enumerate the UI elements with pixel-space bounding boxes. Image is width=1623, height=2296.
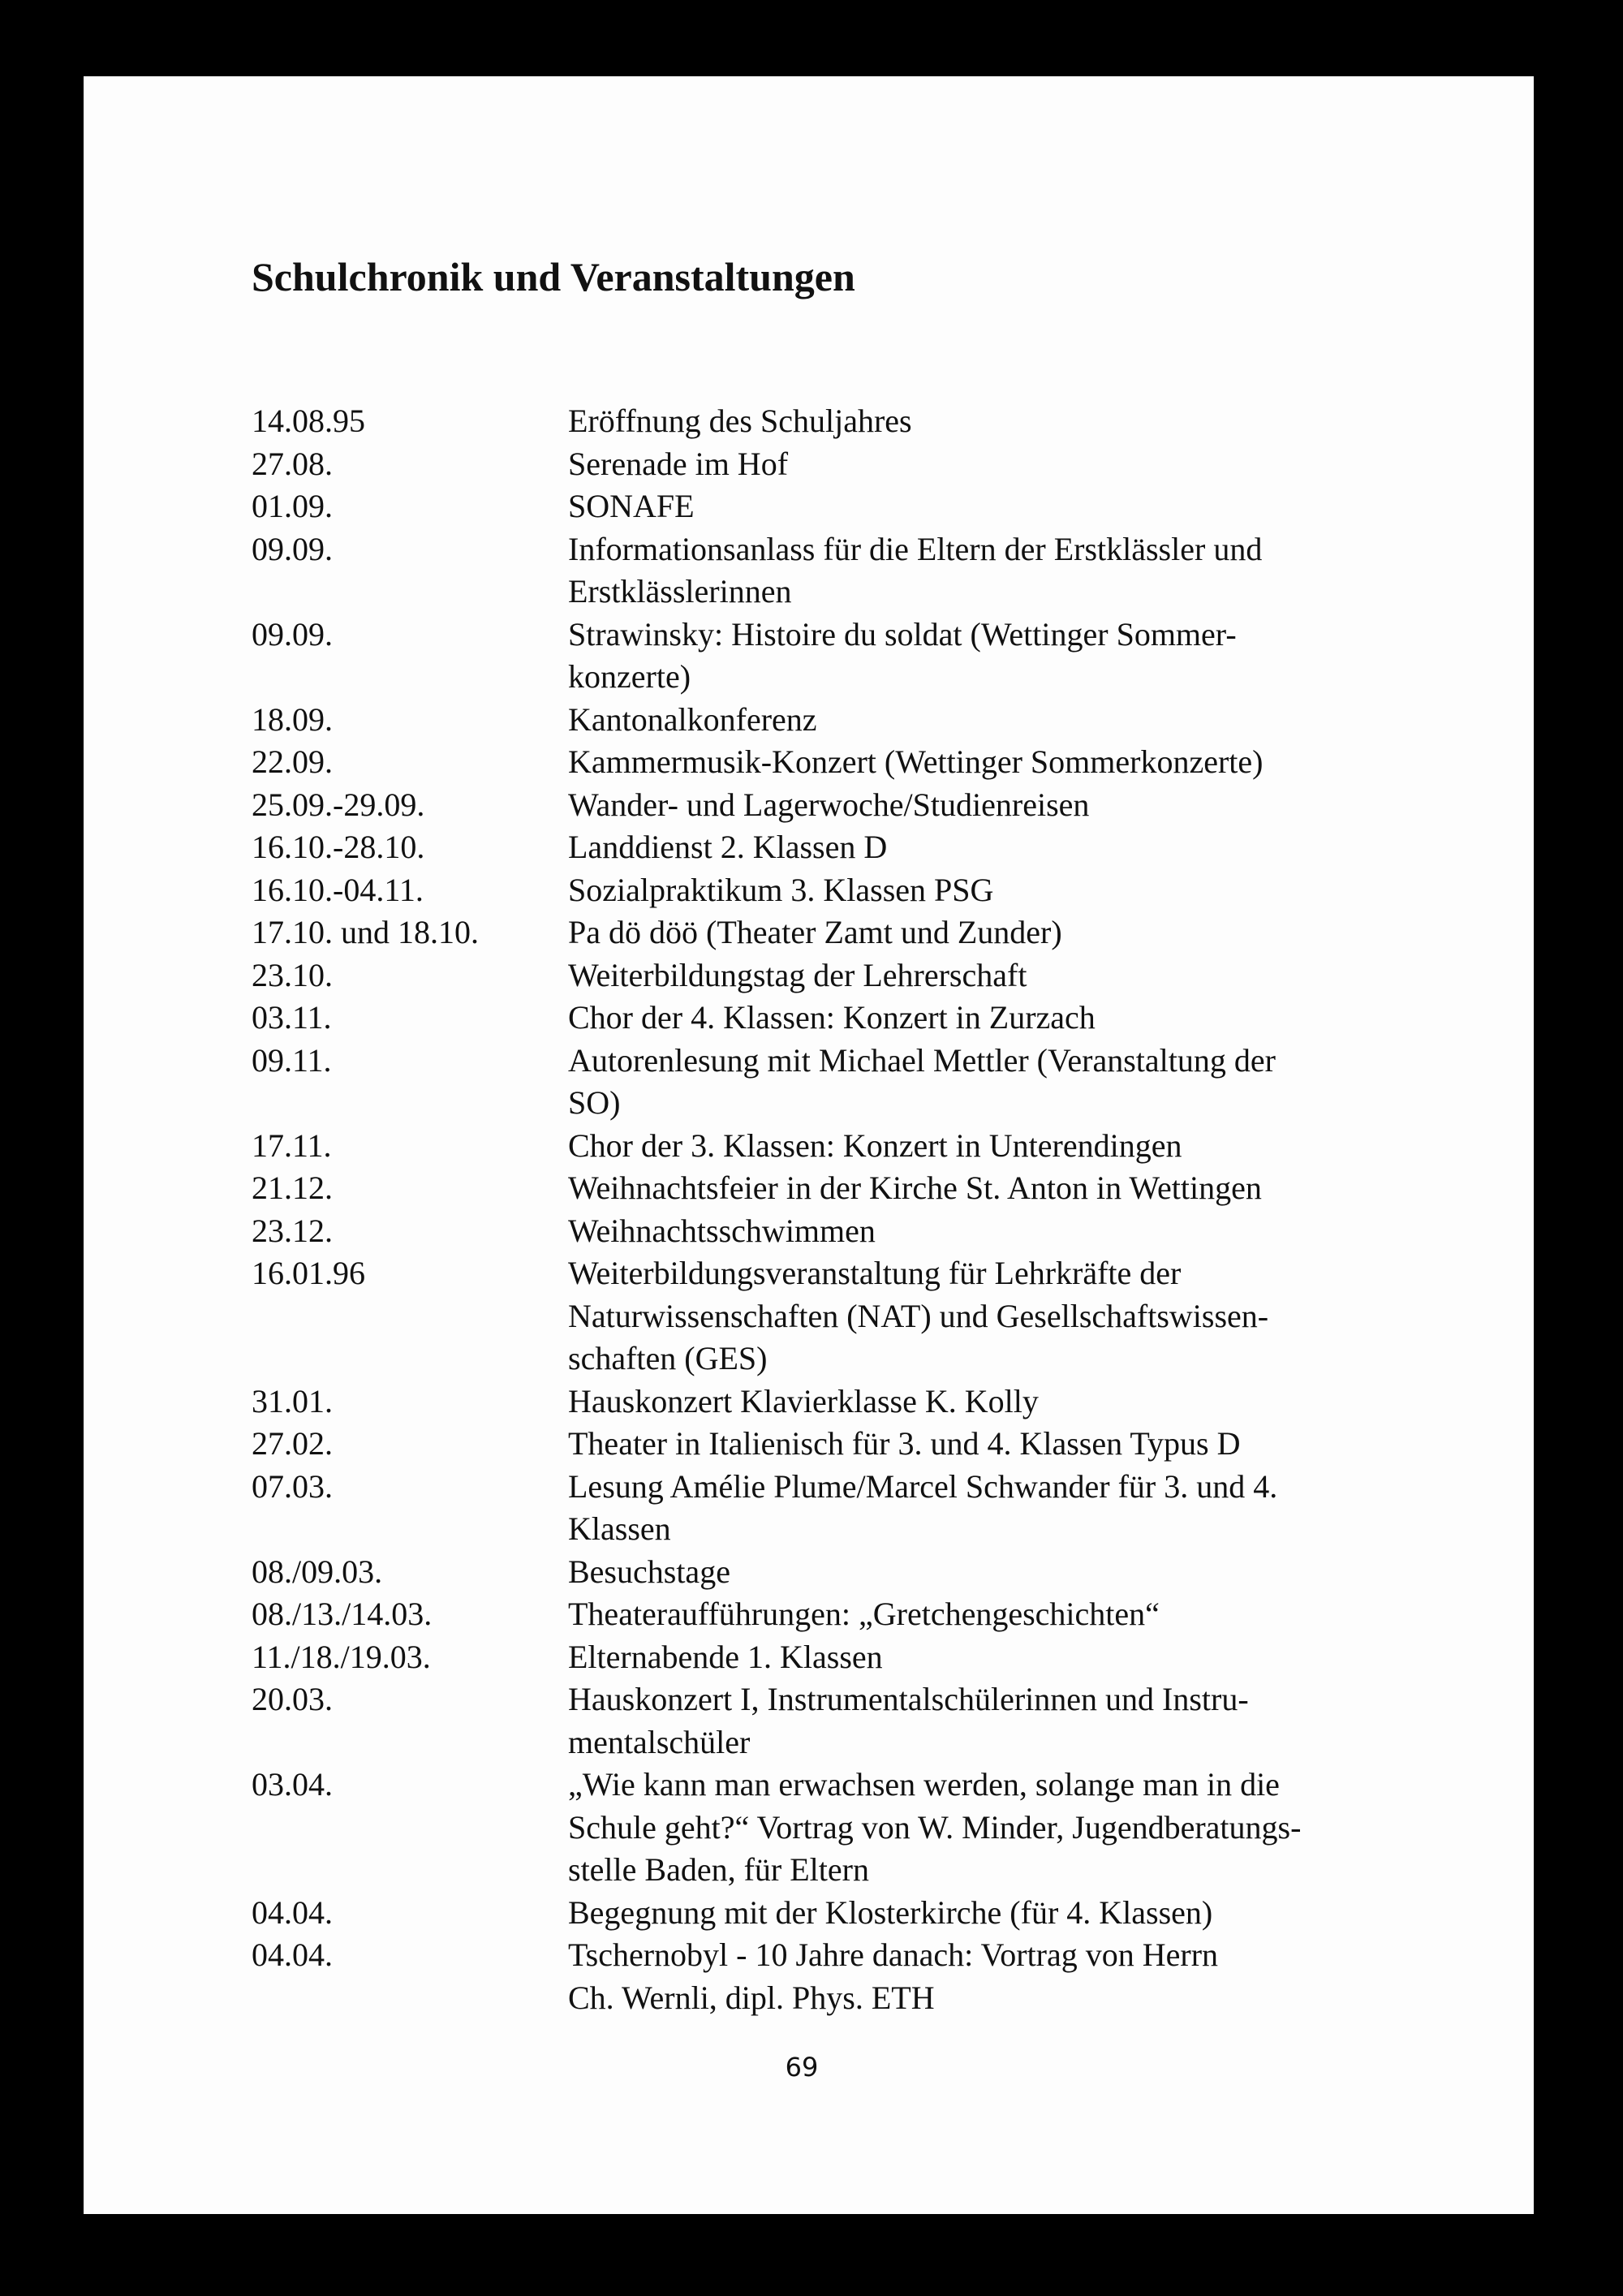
- event-description-line: Elternabende 1. Klassen: [568, 1638, 883, 1675]
- event-description: [568, 826, 1469, 869]
- event-description-line: Kammermusik-Konzert (Wettinger Sommerkonzerte): [568, 743, 1264, 780]
- event-date: 27.08.: [252, 445, 333, 482]
- event-description-line: Wander- und Lagerwoche/Studienreisen: [568, 786, 1090, 823]
- event-description-line: Weiterbildungsveranstaltung für Lehrkräfte der: [568, 1255, 1182, 1291]
- event-entry: [252, 528, 1469, 614]
- event-description-line: Kantonalkonferenz: [568, 700, 817, 738]
- event-date: 04.04.: [252, 1936, 333, 1973]
- event-entry: [252, 911, 1469, 954]
- event-date: 16.10.-04.11.: [252, 871, 424, 908]
- event-description: [568, 1764, 1469, 1892]
- event-description-line: Klassen: [568, 1510, 671, 1547]
- event-date: 09.09.: [252, 530, 333, 567]
- document-page: [84, 76, 1534, 2214]
- event-entry: [252, 869, 1469, 912]
- event-date: 09.09.: [252, 615, 333, 653]
- event-description: [568, 1381, 1469, 1424]
- event-entry: [252, 1593, 1469, 1636]
- event-entry: [252, 1423, 1469, 1466]
- event-description: [568, 614, 1469, 699]
- event-description-line: Serenade im Hof: [568, 445, 789, 482]
- event-date: 07.03.: [252, 1467, 333, 1505]
- event-entry: [252, 1466, 1469, 1551]
- event-description-line: mentalschüler: [568, 1723, 751, 1760]
- event-description-line: Sozialpraktikum 3. Klassen PSG: [568, 871, 994, 908]
- event-date: 03.04.: [252, 1766, 333, 1803]
- event-description: [568, 1252, 1469, 1381]
- event-date: 04.04.: [252, 1893, 333, 1931]
- event-description-line: Weihnachtsschwimmen: [568, 1212, 876, 1249]
- event-date: 16.10.-28.10.: [252, 829, 425, 865]
- event-date: 20.03.: [252, 1681, 333, 1717]
- event-description-line: Begegnung mit der Klosterkirche (für 4. Klassen): [568, 1893, 1213, 1931]
- event-description: [568, 1892, 1469, 1935]
- event-description: [568, 485, 1469, 528]
- event-description: [568, 869, 1469, 912]
- event-description-line: SONAFE: [568, 488, 695, 524]
- event-description: [568, 997, 1469, 1040]
- event-description-line: Hauskonzert Klavierklasse K. Kolly: [568, 1382, 1039, 1419]
- event-description: [568, 1678, 1469, 1764]
- event-description-line: Autorenlesung mit Michael Mettler (Veranstaltung der: [568, 1041, 1276, 1079]
- event-description: [568, 699, 1469, 742]
- event-entry: [252, 443, 1469, 486]
- event-description-line: Eröffnung des Schuljahres: [568, 403, 912, 439]
- event-entry: [252, 1210, 1469, 1253]
- event-entry: [252, 741, 1469, 784]
- event-description: [568, 1040, 1469, 1125]
- event-description-line: Erstklässlerinnen: [568, 573, 792, 610]
- event-description-line: Weihnachtsfeier in der Kirche St. Anton in Wettingen: [568, 1170, 1262, 1206]
- event-date: 18.09.: [252, 700, 333, 738]
- event-entry: [252, 1551, 1469, 1594]
- event-description-line: Pa dö döö (Theater Zamt und Zunder): [568, 914, 1062, 950]
- event-description-line: Theateraufführungen: „Gretchengeschichten“: [568, 1596, 1160, 1632]
- event-description-line: Theater in Italienisch für 3. und 4. Klassen Typus D: [568, 1425, 1241, 1462]
- event-entry: [252, 1678, 1469, 1764]
- event-entry: [252, 1764, 1469, 1892]
- page-number: 69: [785, 2052, 819, 2083]
- event-date: 08./09.03.: [252, 1553, 383, 1590]
- event-description-line: Naturwissenschaften (NAT) und Gesellschaftswissen-: [568, 1297, 1269, 1334]
- event-description-line: Strawinsky: Histoire du soldat (Wettinger Sommer-: [568, 615, 1237, 653]
- page-title: Schulchronik und Veranstaltungen: [252, 254, 855, 299]
- event-entry: [252, 997, 1469, 1040]
- event-date: 16.01.96: [252, 1255, 365, 1291]
- event-entry: [252, 485, 1469, 528]
- event-description-line: SO): [568, 1084, 621, 1121]
- event-date: 25.09.-29.09.: [252, 786, 425, 823]
- event-entry: [252, 614, 1469, 699]
- event-description: [568, 1593, 1469, 1636]
- event-date: 22.09.: [252, 743, 333, 780]
- event-description: [568, 784, 1469, 827]
- event-description-line: Chor der 3. Klassen: Konzert in Unterendingen: [568, 1126, 1182, 1164]
- event-entry: [252, 954, 1469, 997]
- event-description-line: Tschernobyl - 10 Jahre danach: Vortrag von Herrn: [568, 1936, 1219, 1973]
- event-description: [568, 911, 1469, 954]
- event-description-line: Ch. Wernli, dipl. Phys. ETH: [568, 1979, 935, 2016]
- event-description: [568, 1551, 1469, 1594]
- event-date: 17.10. und 18.10.: [252, 914, 479, 950]
- event-description: [568, 400, 1469, 443]
- event-description: [568, 1934, 1469, 2019]
- event-entry: [252, 826, 1469, 869]
- event-date: 17.11.: [252, 1126, 332, 1164]
- event-entry: [252, 1934, 1469, 2019]
- event-description-line: Schule geht?“ Vortrag von W. Minder, Jugendberatungs-: [568, 1808, 1302, 1846]
- event-description: [568, 528, 1469, 614]
- event-entry: [252, 400, 1469, 443]
- event-date: 27.02.: [252, 1425, 333, 1462]
- event-entry: [252, 1252, 1469, 1381]
- event-entry: [252, 784, 1469, 827]
- event-date: 09.11.: [252, 1041, 332, 1079]
- event-description: [568, 443, 1469, 486]
- event-date: 23.10.: [252, 956, 333, 993]
- event-description-line: Hauskonzert I, Instrumentalschülerinnen und Instru-: [568, 1681, 1249, 1717]
- event-date: 08./13./14.03.: [252, 1596, 433, 1632]
- event-description: [568, 1210, 1469, 1253]
- event-entry: [252, 1892, 1469, 1935]
- event-description-line: „Wie kann man erwachsen werden, solange man in die: [568, 1766, 1280, 1803]
- event-entry: [252, 1040, 1469, 1125]
- event-date: 03.11.: [252, 999, 332, 1036]
- event-description-line: stelle Baden, für Eltern: [568, 1851, 869, 1888]
- event-description-line: Lesung Amélie Plume/Marcel Schwander für 3. und 4.: [568, 1467, 1278, 1505]
- event-description: [568, 954, 1469, 997]
- event-date: 01.09.: [252, 488, 333, 524]
- event-description: [568, 1423, 1469, 1466]
- event-date: 14.08.95: [252, 403, 365, 439]
- event-description-line: Chor der 4. Klassen: Konzert in Zurzach: [568, 999, 1096, 1036]
- event-date: 31.01.: [252, 1382, 333, 1419]
- event-entry: [252, 1381, 1469, 1424]
- event-description-line: schaften (GES): [568, 1340, 768, 1376]
- event-description: [568, 1167, 1469, 1210]
- event-list: [252, 400, 1469, 2019]
- event-description-line: Besuchstage: [568, 1553, 730, 1590]
- event-description-line: Weiterbildungstag der Lehrerschaft: [568, 956, 1027, 993]
- event-date: 11./18./19.03.: [252, 1638, 431, 1675]
- event-description-line: Informationsanlass für die Eltern der Erstklässler und: [568, 530, 1263, 567]
- event-description-line: konzerte): [568, 658, 691, 695]
- event-entry: [252, 699, 1469, 742]
- event-entry: [252, 1167, 1469, 1210]
- event-date: 21.12.: [252, 1170, 333, 1206]
- event-description: [568, 741, 1469, 784]
- event-entry: [252, 1636, 1469, 1679]
- event-description: [568, 1125, 1469, 1168]
- event-description: [568, 1466, 1469, 1551]
- event-description: [568, 1636, 1469, 1679]
- event-date: 23.12.: [252, 1212, 333, 1249]
- event-entry: [252, 1125, 1469, 1168]
- event-description-line: Landdienst 2. Klassen D: [568, 829, 888, 865]
